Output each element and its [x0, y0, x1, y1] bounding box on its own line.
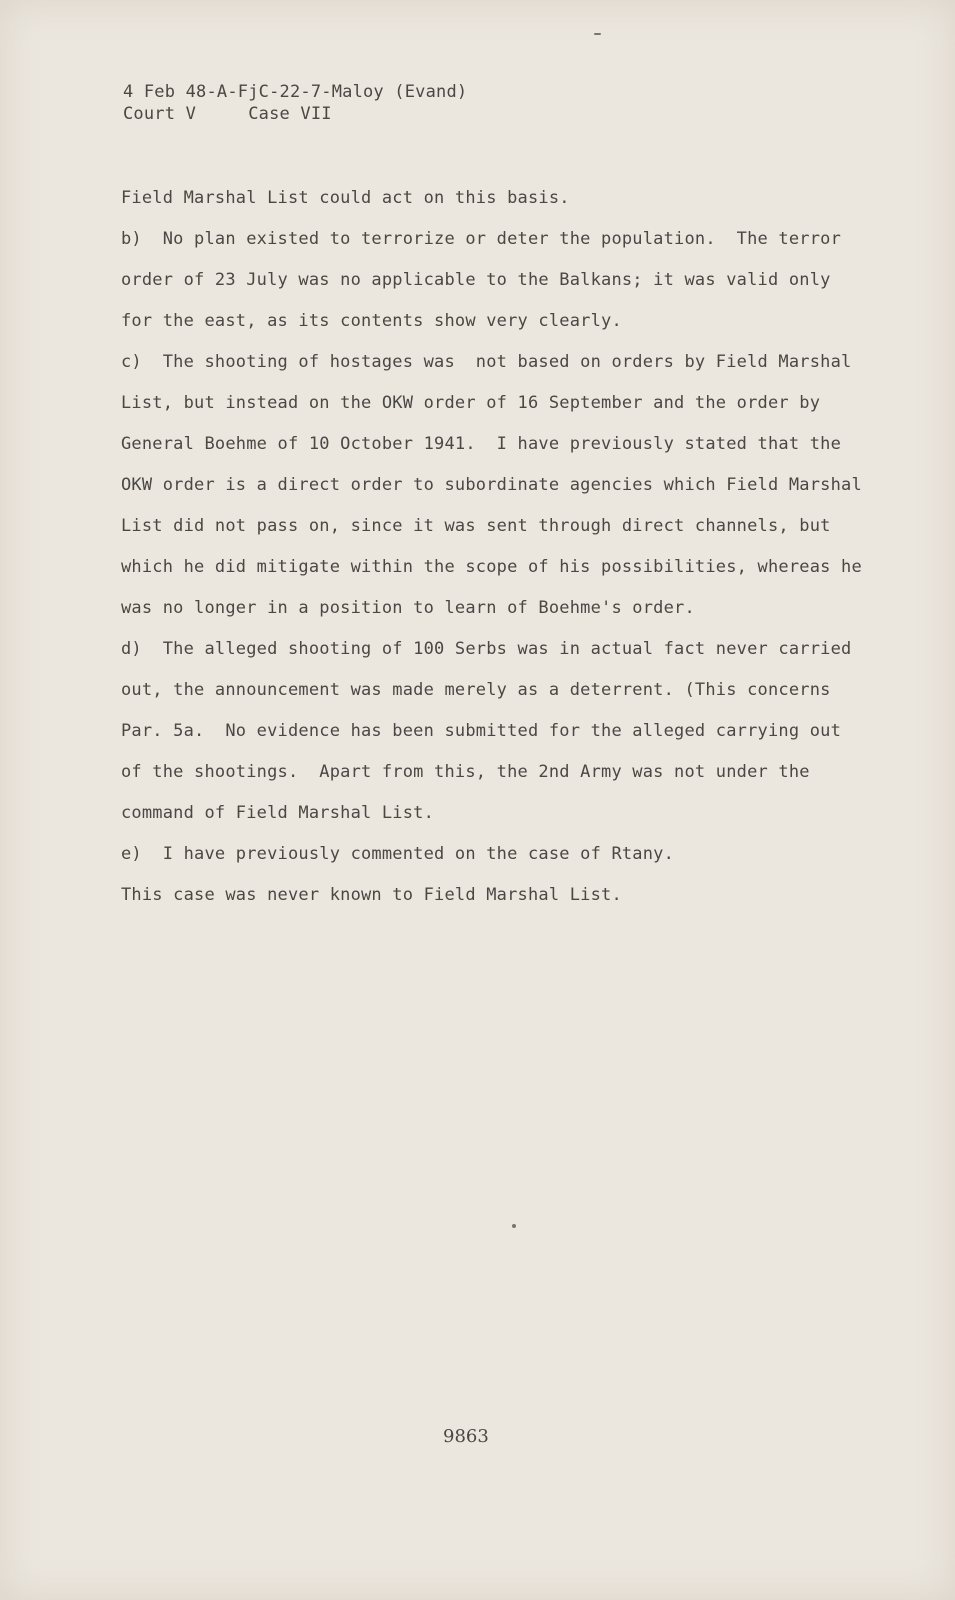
body-line-5: c) The shooting of hostages was not based on orders by Field Marshal: [121, 352, 852, 372]
body-line-6: List, but instead on the OKW order of 16 September and the order by: [121, 393, 821, 413]
body-line-12: d) The alleged shooting of 100 Serbs was in actual fact never carried: [121, 639, 852, 659]
body-line-9: List did not pass on, since it was sent through direct channels, but: [121, 516, 831, 536]
body-line-16: command of Field Marshal List.: [121, 803, 435, 823]
body-line-4: for the east, as its contents show very clearly.: [121, 311, 622, 331]
body-line-15: of the shootings. Apart from this, the 2nd Army was not under the: [121, 762, 810, 782]
body-line-18: This case was never known to Field Marshal List.: [121, 885, 622, 905]
page-number: 9863: [443, 1426, 489, 1447]
body-line-1: Field Marshal List could act on this basis.: [121, 188, 570, 208]
body-line-11: was no longer in a position to learn of Boehme's order.: [121, 598, 695, 618]
body-line-17: e) I have previously commented on the case of Rtany.: [121, 844, 675, 864]
speck-mark: [594, 33, 601, 35]
body-line-7: General Boehme of 10 October 1941. I have previously stated that the: [121, 434, 842, 454]
body-line-8: OKW order is a direct order to subordinate agencies which Field Marshal: [121, 475, 862, 495]
header-court-case: Court V Case VII: [123, 104, 332, 124]
header-reference: 4 Feb 48-A-FjC-22-7-Maloy (Evand): [123, 82, 468, 102]
body-line-13: out, the announcement was made merely as a deterrent. (This concerns: [121, 680, 831, 700]
body-line-2: b) No plan existed to terrorize or deter the population. The terror: [121, 229, 842, 249]
body-line-10: which he did mitigate within the scope of his possibilities, whereas he: [121, 557, 862, 577]
speck-mark: [512, 1224, 516, 1228]
body-line-14: Par. 5a. No evidence has been submitted for the alleged carrying out: [121, 721, 842, 741]
body-line-3: order of 23 July was no applicable to the Balkans; it was valid only: [121, 270, 831, 290]
